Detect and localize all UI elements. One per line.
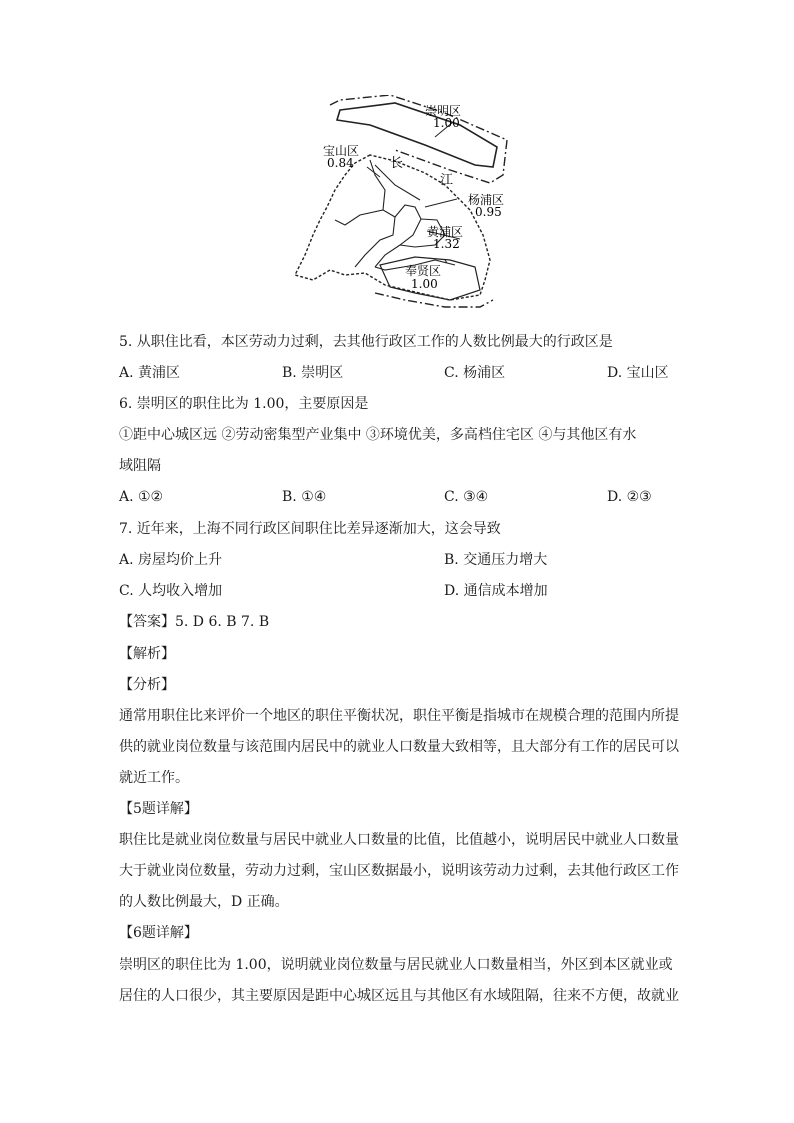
q7-option-b: B. 交通压力增大	[444, 552, 548, 568]
q5-option-b: B. 崇明区	[282, 365, 344, 381]
q5-detail-line-2: 大于就业岗位数量，劳动力过剩，宝山区数据最小，说明该劳动力过剩，去其他行政区工作	[119, 863, 679, 879]
q7-option-a: A. 房屋均价上升	[119, 552, 223, 568]
q5-detail-heading: 【5题详解】	[119, 801, 198, 817]
q7-option-d: D. 通信成本增加	[444, 583, 548, 599]
q5-option-d: D. 宝山区	[607, 365, 669, 381]
q6-detail-heading: 【6题详解】	[119, 925, 198, 941]
label-chongming: 崇明区	[425, 104, 462, 118]
answer-line: 【答案】5. D 6. B 7. B	[119, 614, 270, 630]
q5-detail-line-1: 职住比是就业岗位数量与居民中就业人口数量的比值，比值越小，说明居民中就业人口数量	[119, 832, 679, 848]
value-chongming: 1.00	[433, 116, 460, 130]
label-fengxian: 奉贤区	[405, 264, 442, 278]
label-huangpu: 黄浦区	[427, 225, 464, 239]
analysis-line-2: 供的就业岗位数量与该范围内居民中的就业人口数量大致相等，且大部分有工作的居民可以	[119, 739, 679, 755]
jiexi-heading: 【解析】	[119, 646, 175, 662]
value-baoshan: 0.84	[327, 156, 354, 170]
q6-option-d: D. ②③	[607, 489, 652, 505]
label-baoshan: 宝山区	[323, 144, 360, 158]
q6-items-line2: 域阻隔	[119, 458, 161, 474]
value-fengxian: 1.00	[411, 277, 438, 291]
analysis-line-1: 通常用职住比来评价一个地区的职住平衡状况，职住平衡是指城市在规模合理的范围内所提	[119, 708, 679, 724]
q7-stem: 7. 近年来，上海不同行政区间职住比差异逐渐加大，这会导致	[119, 521, 501, 537]
shanghai-district-map	[275, 95, 520, 315]
q6-detail-line-1: 崇明区的职住比为 1.00，说明就业岗位数量与居民就业人口数量相当，外区到本区就业或	[119, 957, 673, 973]
boundary-dashdot-bottom	[375, 293, 493, 307]
label-yangpu: 杨浦区	[468, 193, 505, 207]
q6-detail-line-2: 居住的人口很少，其主要原因是距中心城区远且与其他区有水域阻隔，往来不方便，故就业	[119, 988, 679, 1004]
river-char-1: 长	[390, 156, 404, 171]
q6-option-a: A. ①②	[119, 489, 164, 505]
q5-detail-line-3: 的人数比例最大，D 正确。	[119, 894, 289, 910]
q6-option-b: B. ①④	[282, 489, 327, 505]
fenxi-heading: 【分析】	[119, 677, 175, 693]
q5-option-c: C. 杨浦区	[444, 365, 506, 381]
value-yangpu: 0.95	[475, 205, 502, 219]
analysis-line-3: 就近工作。	[119, 770, 189, 786]
q5-stem: 5. 从职住比看，本区劳动力过剩，去其他行政区工作的人数比例最大的行政区是	[119, 334, 613, 350]
q6-option-c: C. ③④	[444, 489, 489, 505]
q7-option-c: C. 人均收入增加	[119, 583, 223, 599]
q6-items-line1: ①距中心城区远 ②劳动密集型产业集中 ③环境优美，多高档住宅区 ④与其他区有水	[119, 427, 637, 443]
district-lines	[335, 160, 455, 270]
value-huangpu: 1.32	[433, 237, 460, 251]
q5-option-a: A. 黄浦区	[119, 365, 181, 381]
q6-stem: 6. 崇明区的职住比为 1.00，主要原因是	[119, 396, 369, 412]
river-char-2: 江	[440, 173, 454, 188]
